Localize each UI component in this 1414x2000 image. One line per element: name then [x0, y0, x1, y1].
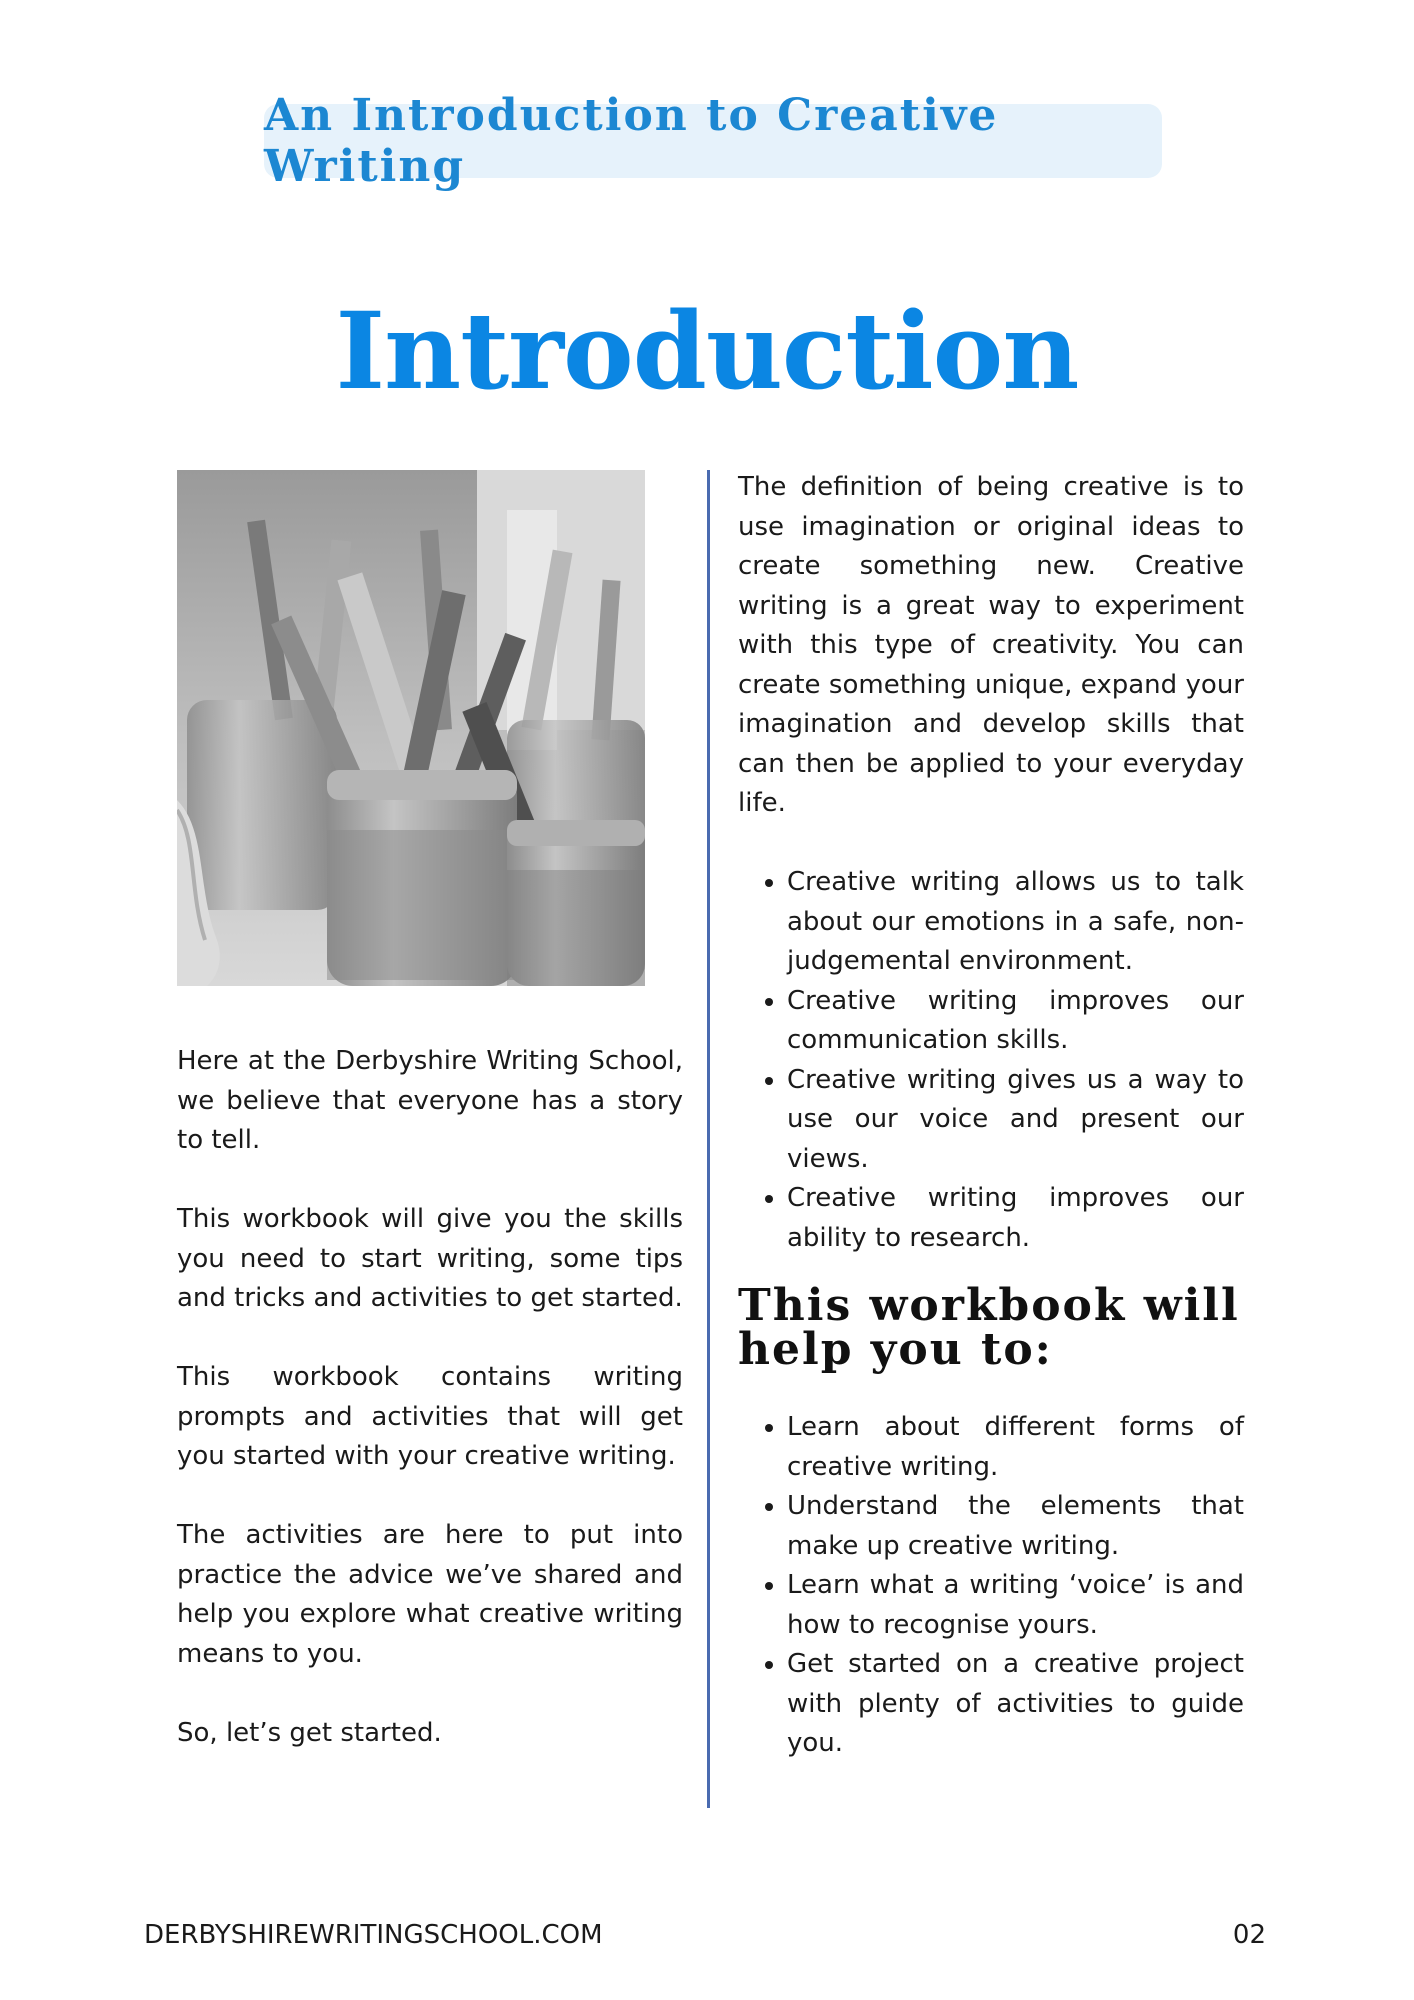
page-title: Introduction	[335, 288, 1079, 413]
list-item: • Creative writing improves our communication skills.	[787, 982, 1244, 1061]
column-divider	[707, 470, 710, 1808]
list-item: • Creative writing allows us to talk about our emotions in a safe, non-judgemental environment.	[787, 863, 1244, 982]
intro-paragraph-3: This workbook contains writing prompts and activities that will get you started with your creative writing.	[177, 1362, 683, 1471]
jars-of-pencils-illustration	[177, 470, 645, 986]
footer-website: DERBYSHIREWRITINGSCHOOL.COM	[144, 1920, 603, 1950]
intro-paragraph-2: This workbook will give you the skills you need to start writing, some tips and tricks and activities to get started.	[177, 1204, 683, 1313]
section-subheading: This workbook will help you to:	[738, 1280, 1240, 1375]
benefits-list	[738, 863, 1244, 1258]
page-number: 02	[1232, 1920, 1266, 1950]
list-item: • Learn about different forms of creative writing.	[787, 1408, 1244, 1487]
list-item: • Learn what a writing ‘voice’ is and how to recognise yours.	[787, 1566, 1244, 1645]
list-item: • Creative writing gives us a way to use our voice and present our views.	[787, 1061, 1244, 1180]
definition-paragraph: The definition of being creative is to use imagination or original ideas to create something new. Creative writing is a great way to experiment with this type of creativity. You can create something unique, expand your imagination and develop skills that can then be applied to your everyday life.	[738, 472, 1244, 818]
list-item: • Understand the elements that make up creative writing.	[787, 1487, 1244, 1566]
list-item: • Creative writing improves our ability to research.	[787, 1179, 1244, 1258]
intro-paragraph-5: So, let’s get started.	[177, 1717, 442, 1748]
goals-list	[738, 1408, 1244, 1764]
header-banner	[264, 90, 1162, 192]
jars-of-pencils-photo	[177, 470, 645, 986]
intro-paragraph-1: Here at the Derbyshire Writing School, we believe that everyone has a story to tell.	[177, 1046, 683, 1155]
left-column	[177, 1042, 683, 1793]
right-column	[738, 468, 1244, 1764]
banner-title: An Introduction to Creative Writing	[264, 90, 999, 192]
intro-paragraph-4: The activities are here to put into practice the advice we’ve shared and help you explore what creative writing means to you.	[177, 1520, 683, 1669]
list-item: • Get started on a creative project with plenty of activities to guide you.	[787, 1645, 1244, 1764]
